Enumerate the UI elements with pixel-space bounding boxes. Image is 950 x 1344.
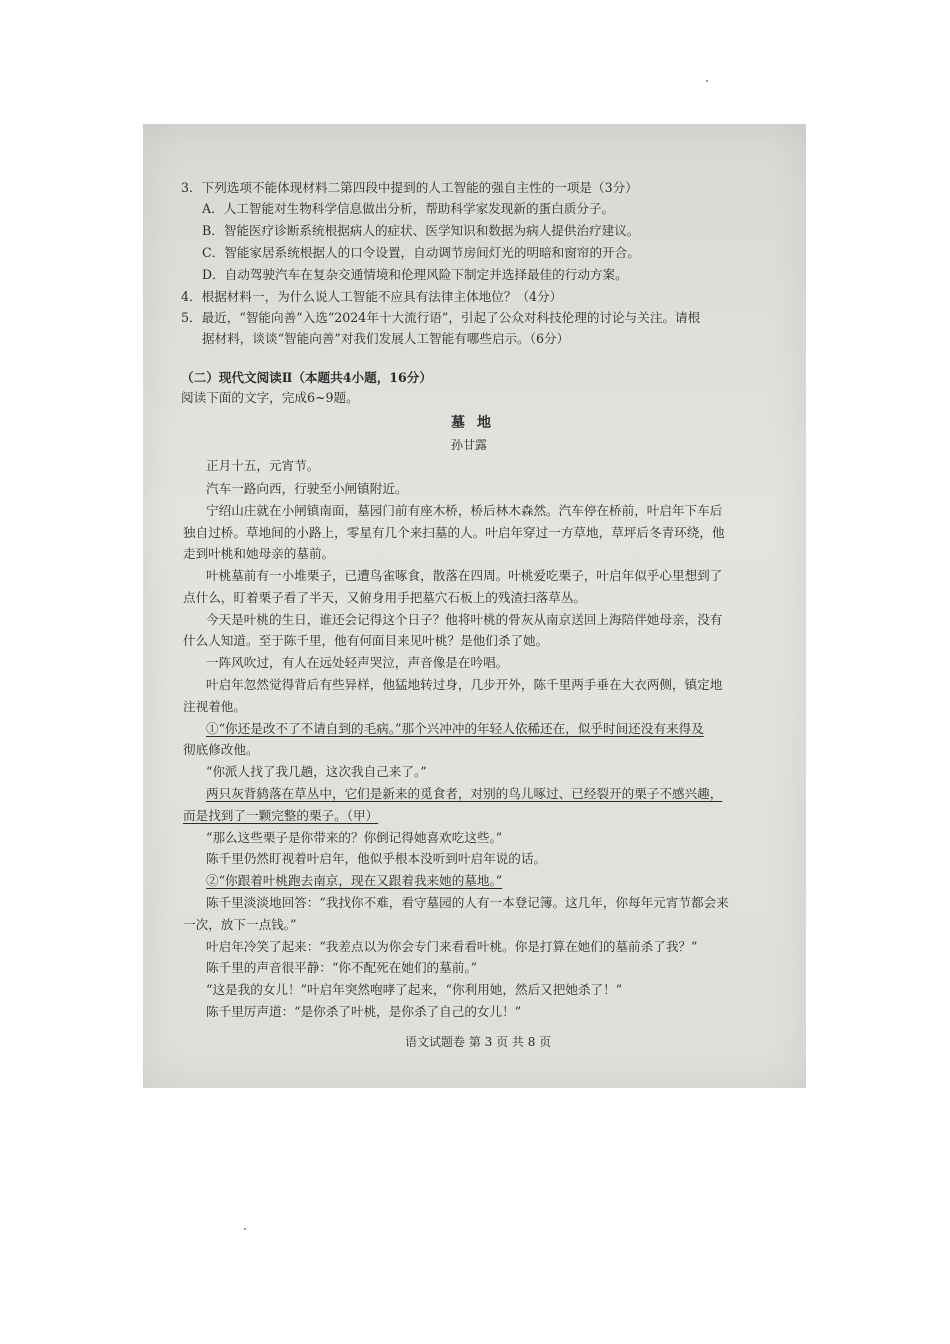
question-3-option-d: D．自动驾驶汽车在复杂交通情境和伦理风险下制定并选择最佳的行动方案。: [202, 267, 628, 282]
story-line: 独自过桥。草地间的小路上，零星有几个来扫墓的人。叶启年穿过一方草地，草坪后冬青环绕，他: [183, 525, 725, 540]
story-line: 陈千里的声音很平静：“你不配死在她们的墓前。”: [206, 960, 478, 975]
section-instruction: 阅读下面的文字，完成6~9题。: [181, 390, 359, 405]
exam-page: [143, 124, 806, 1088]
story-line: 陈千里仍然盯视着叶启年，他似乎根本没听到叶启年说的话。: [206, 851, 547, 866]
story-line: 叶桃墓前有一小堆栗子，已遭鸟雀啄食，散落在四周。叶桃爱吃栗子，叶启年似乎心里想到了: [206, 568, 723, 583]
story-line-underlined: ②“你跟着叶桃跑去南京，现在又跟着我来她的墓地。”: [206, 873, 503, 888]
story-line: 陈千里淡淡地回答：“我找你不难，看守墓园的人有一本登记簿。这几年，你每年元宵节都会来: [206, 895, 729, 910]
story-line: 汽车一路向西，行驶至小闸镇附近。: [206, 481, 408, 496]
scan-speck: [706, 80, 708, 82]
story-line: 正月十五，元宵节。: [206, 458, 320, 473]
story-line: “这是我的女儿！”叶启年突然咆哮了起来，“你利用她，然后又把她杀了！”: [206, 982, 623, 997]
question-5-line-1: 5．最近，“智能向善”入选“2024年十大流行语”，引起了公众对科技伦理的讨论与关注。请根: [181, 310, 701, 325]
question-3-option-c: C．智能家居系统根据人的口令设置，自动调节房间灯光的明暗和窗帘的开合。: [202, 245, 640, 260]
story-line: 走到叶桃和她母亲的墓前。: [183, 546, 335, 561]
story-line: 叶启年忽然觉得背后有些异样，他猛地转过身，几步开外，陈千里两手垂在大衣两侧，镇定地: [206, 677, 723, 692]
story-line: 一次，放下一点钱。”: [183, 917, 297, 932]
story-line: 注视着他。: [183, 699, 246, 714]
story-line: 什么人知道。至于陈千里，他有何面目来见叶桃？是他们杀了她。: [183, 633, 549, 648]
story-line: 今天是叶桃的生日，谁还会记得这个日子？他将叶桃的骨灰从南京送回上海陪伴她母亲，没有: [206, 612, 723, 627]
story-title: 墓地: [451, 415, 503, 431]
question-3-option-a: A．人工智能对生物科学信息做出分析，帮助科学家发现新的蛋白质分子。: [202, 201, 615, 216]
story-line: “你派人找了我几趟，这次我自己来了。”: [206, 764, 427, 779]
question-3-option-b: B．智能医疗诊断系统根据病人的症状、医学知识和数据为病人提供治疗建议。: [202, 223, 640, 238]
question-3-stem: 3．下列选项不能体现材料二第四段中提到的人工智能的强自主性的一项是（3分）: [181, 180, 638, 195]
story-author: 孙甘露: [451, 438, 488, 452]
story-line-underlined: 两只灰背鸫落在草丛中，它们是新来的觅食者，对别的鸟儿啄过、已经裂开的栗子不感兴趣，: [206, 786, 723, 801]
story-line: 陈千里厉声道：“是你杀了叶桃，是你杀了自己的女儿！”: [206, 1004, 522, 1019]
story-line: 叶启年冷笑了起来：“我差点以为你会专门来看看叶桃。你是打算在她们的墓前杀了我？”: [206, 939, 698, 954]
story-line: 一阵风吹过，有人在远处轻声哭泣，声音像是在吟唱。: [206, 655, 509, 670]
scan-speck: [244, 1228, 246, 1230]
story-line-underlined: ①“你还是改不了不请自到的毛病。”那个兴冲冲的年轻人依稀还在，似乎时间还没有来得及: [206, 721, 704, 736]
story-line: 彻底修改他。: [183, 742, 259, 757]
page-footer: 语文试题卷 第 3 页 共 8 页: [405, 1035, 552, 1049]
section-heading: （二）现代文阅读Ⅱ（本题共4小题，16分）: [181, 370, 432, 385]
story-line: 点什么，盯着栗子看了半天，又俯身用手把墓穴石板上的残渣扫落草丛。: [183, 590, 586, 605]
story-line-underlined: 而是找到了一颗完整的栗子。（甲）: [183, 808, 379, 823]
story-line: 宁绍山庄就在小闸镇南面，墓园门前有座木桥，桥后林木森然。汽车停在桥前，叶启年下车后: [206, 503, 723, 518]
question-4: 4．根据材料一，为什么说人工智能不应具有法律主体地位？（4分）: [181, 289, 563, 304]
question-5-line-2: 据材料，谈谈“智能向善”对我们发展人工智能有哪些启示。（6分）: [202, 331, 570, 346]
story-line: “那么这些栗子是你带来的？你倒记得她喜欢吃这些。”: [206, 830, 503, 845]
